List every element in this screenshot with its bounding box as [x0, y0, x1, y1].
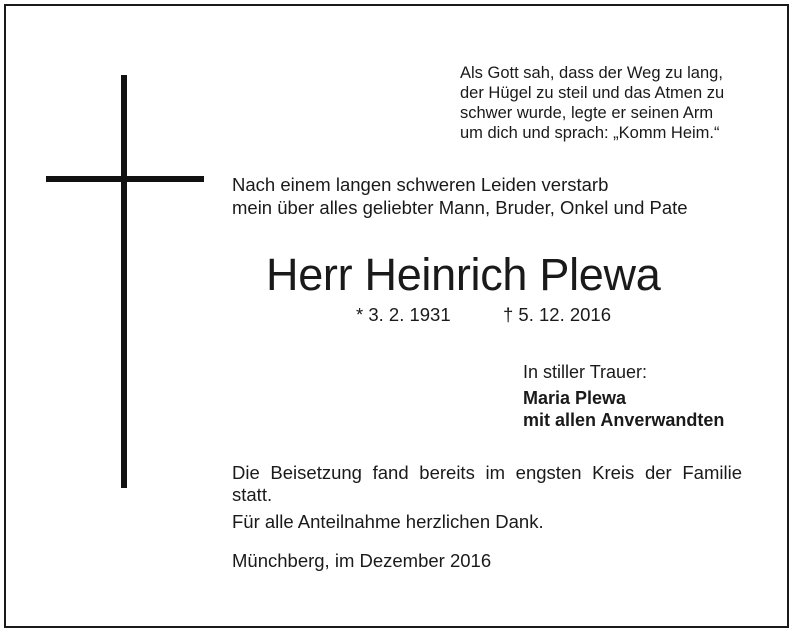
thanks-note: Für alle Anteilnahme herzlichen Dank. [232, 511, 544, 532]
mourner-name: Maria Plewa [523, 388, 627, 408]
verse-line: um dich und sprach: „Komm Heim.“ [460, 124, 720, 142]
mourners-block [523, 361, 724, 431]
death-announcement [232, 173, 752, 219]
verse-line: schwer wurde, legte er seinen Arm [460, 104, 714, 122]
verse-line: Als Gott sah, dass der Weg zu lang, [460, 64, 723, 82]
announcement-line: mein über alles geliebter Mann, Bruder, Onkel und Pate [232, 197, 688, 218]
mourners-heading: In stiller Trauer: [523, 362, 648, 382]
burial-notice: Die Beisetzung fand bereits im engsten Kreis der Familie statt. [232, 462, 742, 505]
cross-icon-vertical-bar [121, 75, 127, 488]
deceased-name: Herr Heinrich Plewa [266, 249, 661, 300]
announcement-line: Nach einem langen schweren Leiden verstarb [232, 174, 609, 195]
cross-icon-horizontal-bar [46, 176, 204, 182]
birth-date: * 3. 2. 1931 [356, 304, 451, 325]
verse-line: der Hügel zu steil und das Atmen zu [460, 84, 725, 102]
memorial-verse [460, 63, 760, 143]
mourner-name: mit allen Anverwandten [523, 410, 725, 430]
place-and-date: Münchberg, im Dezember 2016 [232, 550, 492, 571]
death-date: † 5. 12. 2016 [503, 304, 612, 325]
